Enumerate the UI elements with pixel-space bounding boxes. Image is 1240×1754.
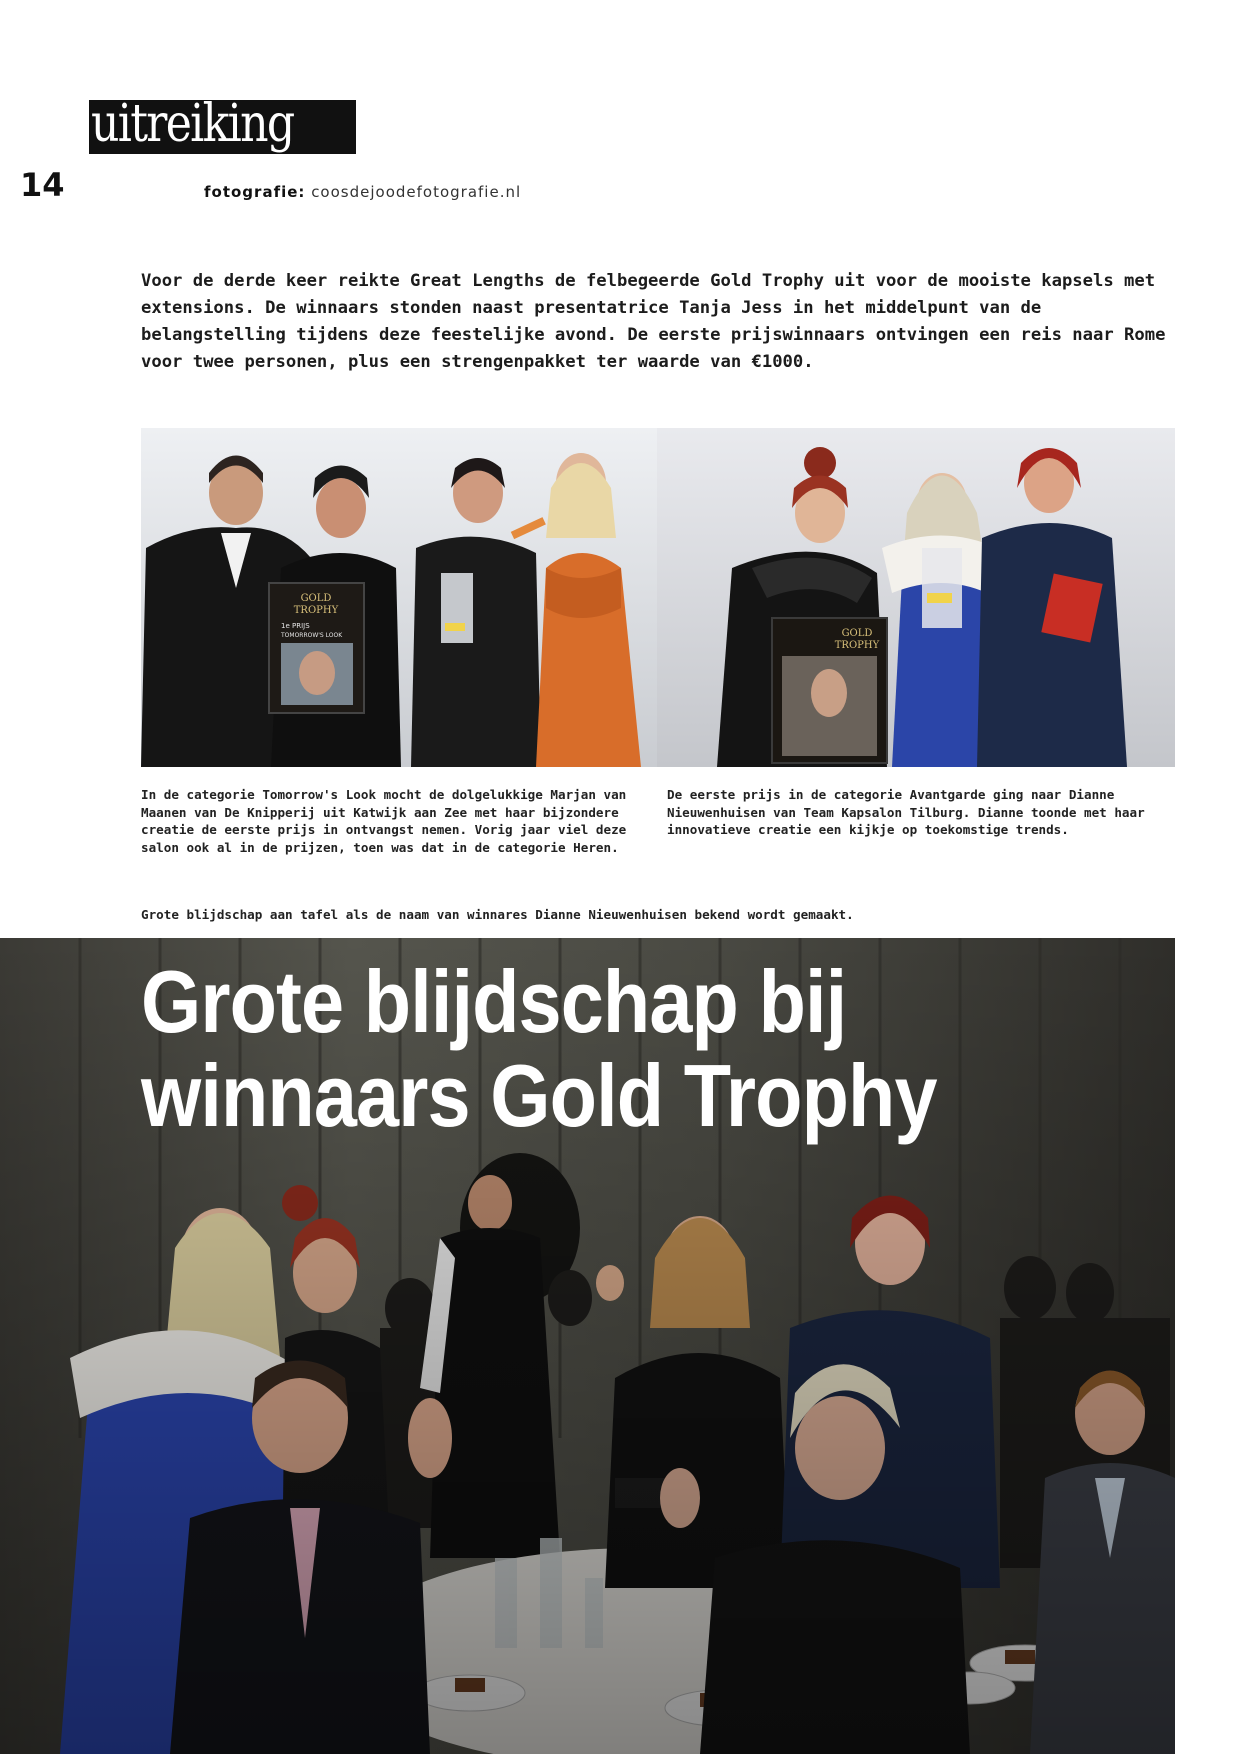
photo-credit-label: fotografie: (204, 183, 306, 201)
photo-credit-link[interactable]: coosdejoodefotografie.nl (311, 183, 522, 201)
headline-line-1: Grote blijdschap bij (141, 952, 847, 1051)
poster-left-prize: 1e PRIJS (281, 622, 310, 630)
headline-line-2: winnaars Gold Trophy (141, 1046, 937, 1145)
poster-right-subtitle: TROPHY (834, 640, 880, 651)
photo-credit (204, 183, 521, 201)
photo-avantgarde-winner (657, 428, 1175, 767)
poster-right-title: GOLD (841, 628, 873, 639)
page-number: 14 (20, 166, 65, 204)
photo-tomorrows-look-winner (141, 428, 657, 767)
section-label-text: uitreiking (91, 100, 294, 154)
caption-left: In de categorie Tomorrow's Look mocht de dolgelukkige Marjan van Maanen van De Knipperij uit Katwijk aan Zee met haar bijzondere creatie de eerste prijs in ontvangst nemen. Vorig jaar viel deze salon ook al in de prijzen, toen was dat in de categorie Heren. (141, 787, 627, 855)
poster-left-subtitle: TROPHY (293, 605, 339, 616)
poster-left-title: GOLD (300, 593, 332, 604)
headline (141, 952, 1021, 1145)
caption-right: De eerste prijs in de categorie Avantgarde ging naar Dianne Nieuwenhuisen van Team Kapsalon Tilburg. Dianne toonde met haar innovatieve creatie een kijkje op toekomstige trends. (667, 787, 1145, 837)
caption-main-photo: Grote blijdschap aan tafel als de naam van winnares Dianne Nieuwenhuisen bekend wordt gemaakt. (141, 907, 854, 922)
section-label (89, 100, 356, 154)
poster-left-category: TOMORROW'S LOOK (281, 632, 343, 639)
intro-paragraph: Voor de derde keer reikte Great Lengths de felbegeerde Gold Trophy uit voor de mooiste kapsels met extensions. De winnaars stonden naast presentatrice Tanja Jess in het middelpunt van de belangstelling tijdens deze feestelijke avond. De eerste prijswinnaars ontvingen een reis naar Rome voor twee personen, plus een strengenpakket ter waarde van €1000. (141, 271, 1166, 372)
